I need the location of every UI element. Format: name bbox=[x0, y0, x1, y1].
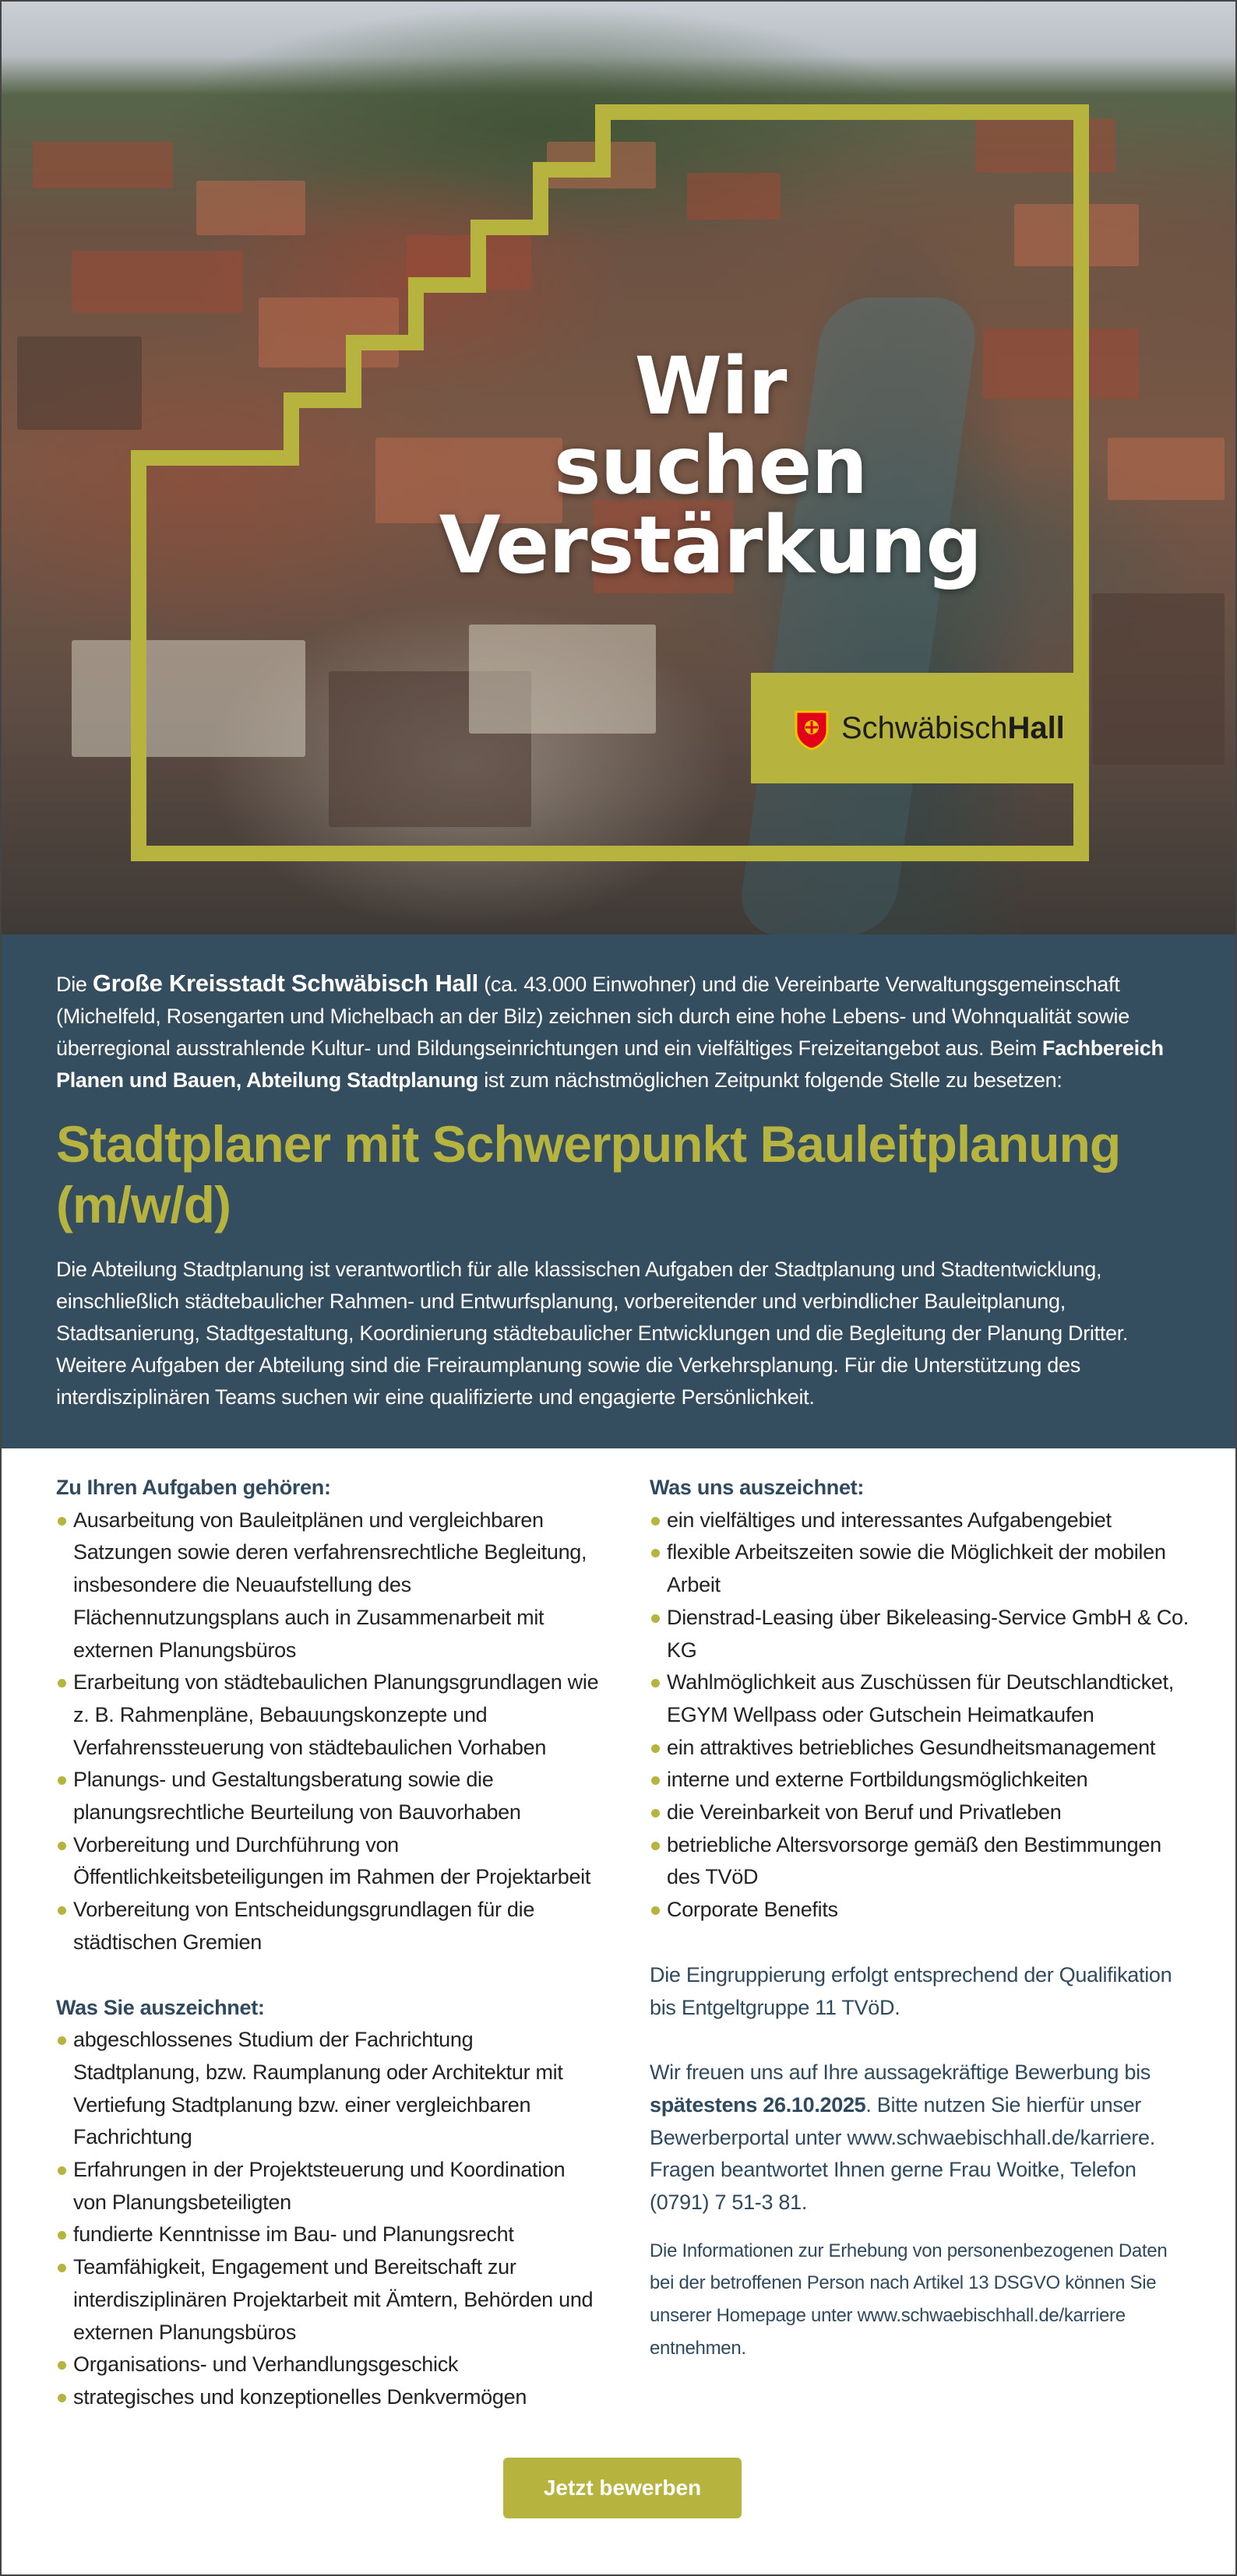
headline-line: suchen bbox=[553, 420, 868, 512]
list-item: Dienstrad-Leasing über Bikeleasing-Service GmbH & Co. KG bbox=[650, 1602, 1195, 1666]
deadline: spätestens 26.10.2025 bbox=[650, 2092, 866, 2117]
department-description: Die Abteilung Stadtplanung ist verantwortlich für alle klassischen Aufgaben der Stadtplanung und Stadtentwicklung, einschließlich städtebaulicher Rahmen- und Entwurfsplanung, vorbereitender und verbindlicher Bauleitplanung, Stadtsanierung, Stadtgestaltung, Koordinierung städtebaulicher Entwicklungen und die Begleitung der Planung Dritter. Weitere Aufgaben der Abteilung sind die Freiraumplanung sowie die Verkehrsplanung. Für die Unterstützung des interdisziplinären Teams suchen wir eine qualifizierte und engagierte Persönlichkeit. bbox=[56, 1258, 1129, 1409]
right-column bbox=[650, 1472, 1195, 2365]
intro-band bbox=[2, 934, 1235, 1448]
list-item: Ausarbeitung von Bauleitplänen und vergleichbaren Satzungen sowie deren verfahrensrechtliche Begleitung, insbesondere die Neuaufstellung des Flächennutzungsplans auch in Zusammenarbeit mit externen Planungsbüros bbox=[56, 1504, 601, 1667]
list-item: ein vielfältiges und interessantes Aufgabengebiet bbox=[650, 1504, 1195, 1537]
list-item: Erarbeitung von städtebaulichen Planungsgrundlagen wie z. B. Rahmenpläne, Bebauungskonzepte und Verfahrenssteuerung von städtebaulichen Vorhaben bbox=[56, 1666, 601, 1764]
details-columns bbox=[2, 1448, 1235, 2422]
list-item: abgeschlossenes Studium der Fachrichtung Stadtplanung, bzw. Raumplanung oder Architektur mit Vertiefung Stadtplanung bzw. einer vergleichbaren Fachrichtung bbox=[56, 2024, 601, 2154]
apply-button[interactable]: Jetzt bewerben bbox=[503, 2458, 742, 2518]
list-item: betriebliche Altersvorsorge gemäß den Bestimmungen des TVöD bbox=[650, 1829, 1195, 1894]
list-item: interne und externe Fortbildungsmöglichkeiten bbox=[650, 1764, 1195, 1797]
org-name: Große Kreisstadt Schwäbisch Hall bbox=[92, 970, 478, 997]
intro-text-part: (ca. 43.000 Einwohner) und die Vereinbarte Verwaltungsgemeinschaft (Michelfeld, Rosengarten und Michelbach an der Bilz) zeichnen sich durch eine hohe Lebens- und Wohnqualität sowie überregional ausstrahlende Kultur- und Bildungseinrichtungen und ein vielfältiges Freizeitangebot aus. Beim bbox=[56, 973, 1130, 1060]
list-item: ein attraktives betriebliches Gesundheitsmanagement bbox=[650, 1732, 1195, 1765]
list-item: fundierte Kenntnisse im Bau- und Planungsrecht bbox=[56, 2219, 601, 2251]
benefits-list bbox=[650, 1504, 1195, 1927]
hero-headline bbox=[438, 340, 983, 592]
tasks-heading: Zu Ihren Aufgaben gehören: bbox=[56, 1476, 331, 1499]
list-item: Vorbereitung und Durchführung von Öffentlichkeitsbeteiligungen im Rahmen der Projektarbeit bbox=[56, 1829, 601, 1894]
list-item: Corporate Benefits bbox=[650, 1894, 1195, 1927]
intro-paragraph bbox=[56, 967, 1189, 1096]
list-item: Erfahrungen in der Projektsteuerung und Koordination von Planungsbeteiligten bbox=[56, 2154, 601, 2219]
list-item: Teamfähigkeit, Engagement und Bereitschaft zur interdisziplinären Projektarbeit mit Ämtern, Behörden und externen Planungsbüros bbox=[56, 2251, 601, 2349]
list-item: Planungs- und Gestaltungsberatung sowie die planungsrechtliche Beurteilung von Bauvorhaben bbox=[56, 1764, 601, 1828]
profile-list bbox=[56, 2024, 601, 2413]
department-name: Fachbereich Planen und Bauen, Abteilung Stadtplanung bbox=[56, 1036, 1164, 1092]
application-text: Wir freuen uns auf Ihre aussagekräftige Bewerbung bis bbox=[650, 2060, 1151, 2085]
left-column bbox=[56, 1472, 601, 2414]
city-logo bbox=[751, 673, 1086, 783]
list-item: strategisches und konzeptionelles Denkvermögen bbox=[56, 2381, 601, 2414]
list-item: die Vereinbarkeit von Beruf und Privatleben bbox=[650, 1797, 1195, 1829]
profile-heading: Was Sie auszeichnet: bbox=[56, 1995, 265, 2019]
privacy-note: Die Informationen zur Erhebung von personenbezogenen Daten bei der betroffenen Person nach Artikel 13 DSGVO können Sie unserer Homepage unter www.schwaebischhall.de/karriere entnehmen. bbox=[650, 2240, 1168, 2359]
logo-text-bold: Hall bbox=[1007, 711, 1065, 745]
list-item: Vorbereitung von Entscheidungsgrundlagen für die städtischen Gremien bbox=[56, 1894, 601, 1958]
salary-note: Die Eingruppierung erfolgt entsprechend der Qualifikation bis Entgeltgruppe 11 TVöD. bbox=[650, 1962, 1172, 2019]
benefits-heading: Was uns auszeichnet: bbox=[650, 1476, 865, 1499]
intro-text-part: Die bbox=[56, 973, 93, 996]
list-item: Organisations- und Verhandlungsgeschick bbox=[56, 2349, 601, 2381]
application-text: . Bitte nutzen Sie hierfür unser Bewerberportal unter www.schwaebischhall.de/karriere. Fragen beantwortet Ihnen gerne Frau Woitke, Telefon (0791) 7 51-3 81. bbox=[650, 2092, 1155, 2215]
hero-city-photo bbox=[2, 2, 1235, 934]
logo-text-regular: Schwäbisch bbox=[841, 711, 1008, 745]
list-item: flexible Arbeitszeiten sowie die Möglichkeit der mobilen Arbeit bbox=[650, 1536, 1195, 1601]
intro-text-part: ist zum nächstmöglichen Zeitpunkt folgende Stelle zu besetzen: bbox=[478, 1068, 1063, 1092]
headline-line: Wir bbox=[634, 340, 787, 433]
list-item: Wahlmöglichkeit aus Zuschüssen für Deutschlandticket, EGYM Wellpass oder Gutschein Heimatkaufen bbox=[650, 1666, 1195, 1731]
tasks-list bbox=[56, 1504, 601, 1959]
headline-line: Verstärkung bbox=[439, 499, 982, 592]
application-note bbox=[650, 2057, 1195, 2219]
job-title: Stadtplaner mit Schwerpunkt Bauleitplanung (m/w/d) bbox=[56, 1115, 1121, 1233]
city-crest-icon bbox=[795, 709, 829, 751]
